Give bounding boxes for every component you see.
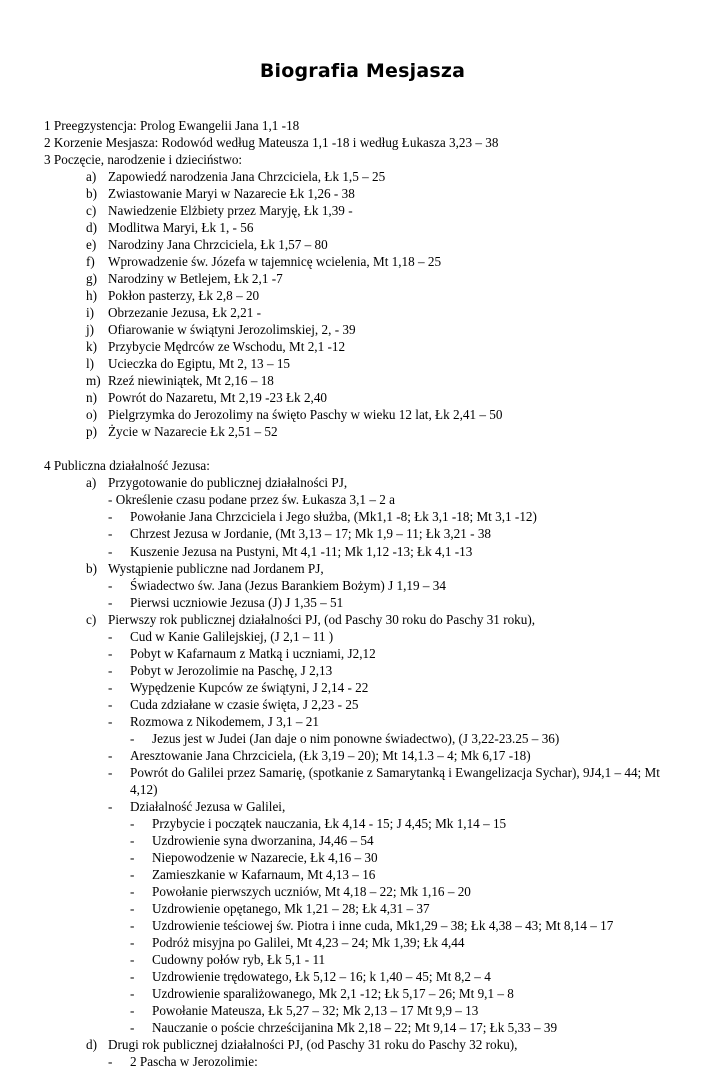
list-marker: - bbox=[108, 509, 113, 525]
list-item-text: Powołanie Mateusza, Łk 5,27 – 32; Mk 2,13 – 17 Mt 9,9 – 13 bbox=[152, 1003, 479, 1019]
list-marker: m) bbox=[86, 373, 101, 389]
list-item-text: 1 Preegzystencja: Prolog Ewangelii Jana 1,1 -18 bbox=[44, 118, 300, 133]
list-item-text: 2 Korzenie Mesjasza: Rodowód według Mateusza 1,1 -18 i według Łukasza 3,23 – 38 bbox=[44, 135, 499, 151]
list-marker: - bbox=[108, 628, 113, 644]
list-marker: h) bbox=[86, 288, 97, 304]
list-item-text: 4,12) bbox=[130, 781, 158, 797]
list-marker: b) bbox=[86, 560, 97, 576]
list-marker: e) bbox=[86, 237, 97, 253]
list-marker: - bbox=[108, 1054, 113, 1070]
list-marker: d) bbox=[86, 1037, 97, 1053]
list-marker: - bbox=[130, 986, 135, 1002]
list-item-text: 3 Poczęcie, narodzenie i dzieciństwo: bbox=[44, 152, 243, 168]
list-item-text: Podróż misyjna po Galilei, Mt 4,23 – 24; Mk 1,39; Łk 4,44 bbox=[152, 934, 465, 950]
list-item-text: Życie w Nazarecie Łk 2,51 – 52 bbox=[108, 424, 278, 440]
list-item-text: Powrót do Galilei przez Samarię, (spotkanie z Samarytanką i Ewangelizacja Sychar), 9J4,1 – 44; Mt bbox=[130, 764, 660, 780]
list-item-text: Niepowodzenie w Nazarecie, Łk 4,16 – 30 bbox=[152, 849, 378, 865]
list-item-text: Narodziny Jana Chrzciciela, Łk 1,57 – 80 bbox=[108, 237, 328, 253]
list-marker: a) bbox=[86, 169, 97, 185]
list-marker: - bbox=[108, 526, 113, 542]
list-marker: - bbox=[130, 934, 135, 950]
list-item-text: Kuszenie Jezusa na Pustyni, Mt 4,1 -11; Mk 1,12 -13; Łk 4,1 -13 bbox=[130, 543, 473, 559]
list-item-text: Cudowny połów ryb, Łk 5,1 - 11 bbox=[152, 951, 326, 967]
list-item-text: Narodziny w Betlejem, Łk 2,1 -7 bbox=[108, 271, 283, 287]
list-item-text: Chrzest Jezusa w Jordanie, (Mt 3,13 – 17; Mk 1,9 – 11; Łk 3,21 - 38 bbox=[130, 526, 492, 542]
list-marker: c) bbox=[86, 203, 97, 219]
list-item-text: Przybycie i początek nauczania, Łk 4,14 - 15; J 4,45; Mk 1,14 – 15 bbox=[152, 815, 507, 831]
list-item-text: Rozmowa z Nikodemem, J 3,1 – 21 bbox=[130, 713, 319, 729]
list-marker: - bbox=[130, 730, 135, 746]
list-marker: l) bbox=[86, 356, 95, 372]
list-marker: n) bbox=[86, 390, 97, 406]
list-item-text: Uzdrowienie teściowej św. Piotra i inne cuda, Mk1,29 – 38; Łk 4,38 – 43; Mt 8,14 – 17 bbox=[152, 917, 614, 933]
list-marker: - bbox=[130, 849, 135, 865]
list-item-text: Jezus jest w Judei (Jan daje o nim ponowne świadectwo), (J 3,22-23.25 – 36) bbox=[152, 730, 560, 746]
list-marker: - bbox=[108, 798, 113, 814]
document-title: Biografia Mesjasza bbox=[259, 60, 466, 82]
list-marker: k) bbox=[86, 339, 97, 355]
list-marker: g) bbox=[86, 271, 97, 287]
list-item-text: Pobyt w Jerozolimie na Paschę, J 2,13 bbox=[130, 662, 333, 678]
list-item-text: Ofiarowanie w świątyni Jerozolimskiej, 2, - 39 bbox=[108, 322, 356, 338]
list-marker: - bbox=[108, 645, 113, 661]
list-item-text: - Określenie czasu podane przez św. Łukasza 3,1 – 2 a bbox=[108, 492, 395, 508]
list-marker: - bbox=[130, 1003, 135, 1019]
list-item-text: Przygotowanie do publicznej działalności PJ, bbox=[108, 475, 348, 491]
list-marker: - bbox=[130, 832, 135, 848]
list-marker: p) bbox=[86, 424, 97, 440]
list-item-text: 4 Publiczna działalność Jezusa: bbox=[44, 458, 210, 474]
list-marker: a) bbox=[86, 475, 97, 491]
list-item-text: Uzdrowienie syna dworzanina, J4,46 – 54 bbox=[152, 832, 374, 848]
list-item-text: Nawiedzenie Elżbiety przez Maryję, Łk 1,39 - bbox=[108, 203, 353, 219]
list-marker: d) bbox=[86, 220, 97, 236]
list-item-text: 2 Pascha w Jerozolimie: bbox=[130, 1054, 258, 1070]
list-item-text: Działalność Jezusa w Galilei, bbox=[130, 798, 286, 814]
list-marker: - bbox=[108, 696, 113, 712]
list-marker: - bbox=[108, 543, 113, 559]
list-marker: - bbox=[108, 679, 113, 695]
list-marker: - bbox=[108, 764, 113, 780]
list-item-text: Pobyt w Kafarnaum z Matką i uczniami, J2,12 bbox=[130, 645, 376, 661]
list-marker: - bbox=[108, 662, 113, 678]
list-item-text: Powrót do Nazaretu, Mt 2,19 -23 Łk 2,40 bbox=[108, 390, 328, 406]
list-item-text: Powołanie pierwszych uczniów, Mt 4,18 – 22; Mk 1,16 – 20 bbox=[152, 883, 471, 899]
list-marker: j) bbox=[86, 322, 95, 338]
list-item-text: Rzeź niewiniątek, Mt 2,16 – 18 bbox=[108, 373, 274, 389]
list-item-text: Nauczanie o poście chrześcijanina Mk 2,18 – 22; Mt 9,14 – 17; Łk 5,33 – 39 bbox=[152, 1020, 558, 1036]
list-marker: - bbox=[130, 951, 135, 967]
list-marker: c) bbox=[86, 611, 97, 627]
list-item-text: Pierwszy rok publicznej działalności PJ, (od Paschy 30 roku do Paschy 31 roku), bbox=[108, 611, 536, 627]
list-item-text: Cud w Kanie Galilejskiej, (J 2,1 – 11 ) bbox=[130, 628, 334, 644]
list-item-text: Zwiastowanie Maryi w Nazarecie Łk 1,26 - 38 bbox=[108, 186, 355, 202]
list-marker: - bbox=[130, 969, 135, 984]
list-marker: i) bbox=[86, 305, 95, 321]
list-marker: - bbox=[108, 713, 113, 729]
list-item-text: Ucieczka do Egiptu, Mt 2, 13 – 15 bbox=[108, 356, 291, 372]
list-item-text: Uzdrowienie sparaliżowanego, Mk 2,1 -12; Łk 5,17 – 26; Mt 9,1 – 8 bbox=[152, 986, 514, 1002]
list-item-text: Powołanie Jana Chrzciciela i Jego służba, (Mk1,1 -8; Łk 3,1 -18; Mt 3,1 -12) bbox=[130, 509, 537, 525]
list-item-text: Wypędzenie Kupców ze świątyni, J 2,14 - 22 bbox=[130, 679, 369, 695]
list-item-text: Przybycie Mędrców ze Wschodu, Mt 2,1 -12 bbox=[108, 339, 346, 355]
list-item-text: Zapowiedź narodzenia Jana Chrzciciela, Łk 1,5 – 25 bbox=[108, 169, 386, 185]
list-item-text: Pokłon pasterzy, Łk 2,8 – 20 bbox=[108, 288, 260, 304]
list-marker: - bbox=[130, 1020, 135, 1036]
list-item-text: Pielgrzymka do Jerozolimy na święto Paschy w wieku 12 lat, Łk 2,41 – 50 bbox=[108, 407, 503, 423]
list-item-text: Obrzezanie Jezusa, Łk 2,21 - bbox=[108, 305, 262, 321]
list-marker: - bbox=[130, 866, 135, 882]
list-marker: - bbox=[108, 577, 113, 593]
list-item-text: Świadectwo św. Jana (Jezus Barankiem Bożym) J 1,19 – 34 bbox=[130, 577, 446, 593]
list-marker: - bbox=[108, 747, 113, 763]
list-marker: - bbox=[130, 917, 135, 933]
list-item-text: Uzdrowienie trędowatego, Łk 5,12 – 16; k 1,40 – 45; Mt 8,2 – 4 bbox=[152, 969, 491, 984]
list-item-text: Cuda zdziałane w czasie święta, J 2,23 - 25 bbox=[130, 696, 359, 712]
list-item-text: Pierwsi uczniowie Jezusa (J) J 1,35 – 51 bbox=[130, 594, 344, 610]
list-item-text: Modlitwa Maryi, Łk 1, - 56 bbox=[108, 220, 254, 236]
list-item-text: Zamieszkanie w Kafarnaum, Mt 4,13 – 16 bbox=[152, 866, 376, 882]
list-item-text: Drugi rok publicznej działalności PJ, (od Paschy 31 roku do Paschy 32 roku), bbox=[108, 1037, 518, 1053]
list-marker: o) bbox=[86, 407, 97, 423]
list-item-text: Uzdrowienie opętanego, Mk 1,21 – 28; Łk 4,31 – 37 bbox=[152, 900, 430, 916]
list-marker: - bbox=[130, 900, 135, 916]
list-marker: - bbox=[130, 883, 135, 899]
list-marker: b) bbox=[86, 186, 97, 202]
list-marker: f) bbox=[86, 254, 95, 270]
list-item-text: Wystąpienie publiczne nad Jordanem PJ, bbox=[108, 560, 324, 576]
list-marker: - bbox=[130, 815, 135, 831]
list-marker: - bbox=[108, 594, 113, 610]
list-item-text: Wprowadzenie św. Józefa w tajemnicę wcielenia, Mt 1,18 – 25 bbox=[108, 254, 442, 270]
list-item-text: Aresztowanie Jana Chrzciciela, (Łk 3,19 – 20); Mt 14,1.3 – 4; Mk 6,17 -18) bbox=[130, 747, 531, 763]
